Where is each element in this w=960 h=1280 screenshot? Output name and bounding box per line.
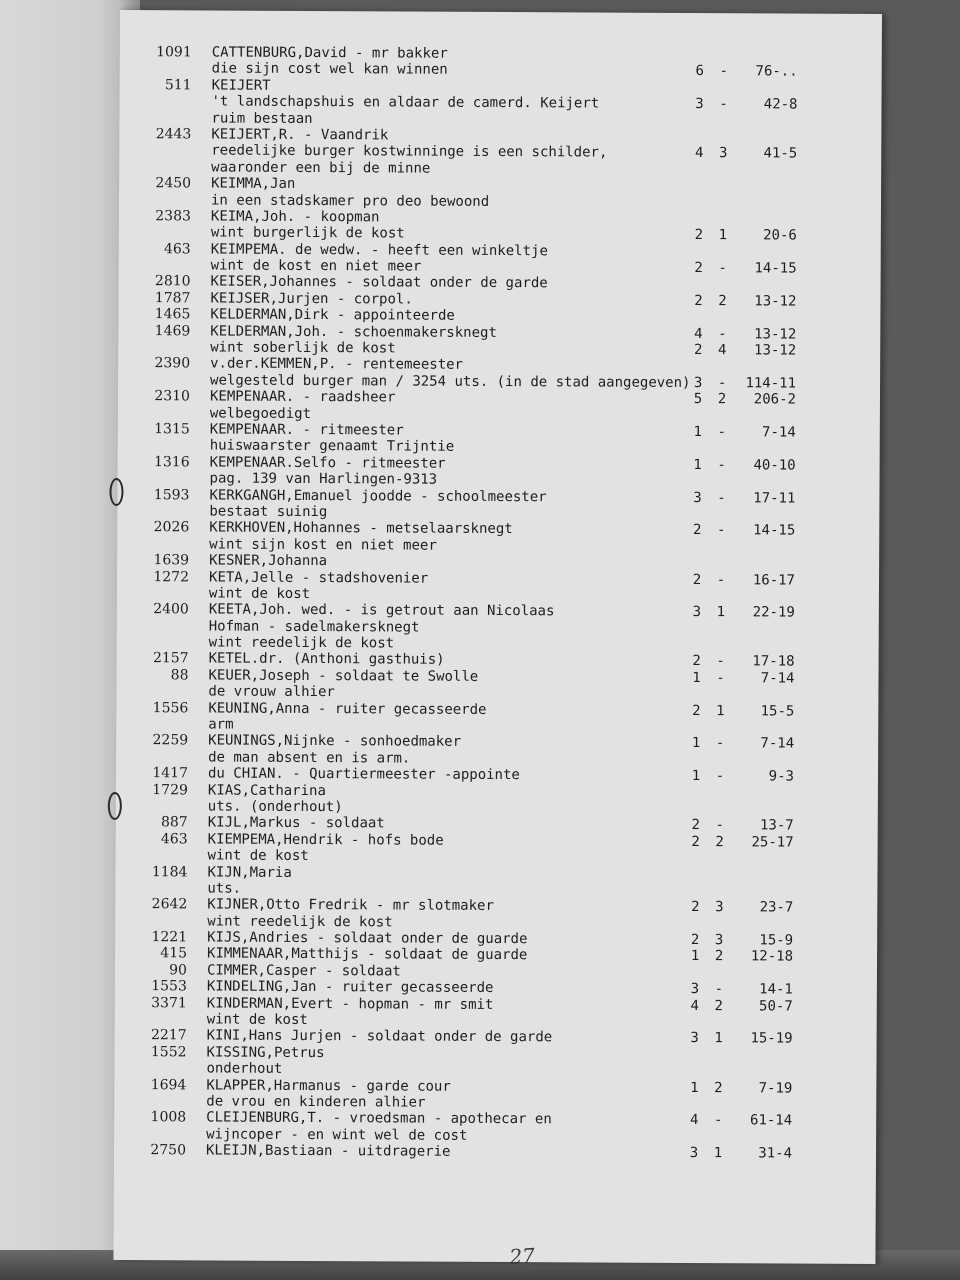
entry-col-1: 1 [693, 456, 702, 473]
entry-col-2: 2 [715, 833, 724, 850]
entry-col-1: 2 [694, 227, 704, 244]
entry-col-1: 1 [693, 423, 703, 441]
entry-amount: 13-7 [759, 817, 794, 834]
entry-number: 1417 [152, 765, 189, 782]
entry-text: KINDERMAN,Evert - hopman - mr smit [206, 995, 494, 1013]
entry-col-1: 2 [692, 571, 702, 588]
entry-text: wijncoper - en wint wel de cost [206, 1126, 468, 1144]
entry-number: 2400 [153, 601, 189, 618]
entry-col-1: 2 [694, 292, 703, 309]
entry-number: 2390 [154, 355, 191, 372]
entry-col-2: 2 [714, 1079, 723, 1096]
entry-text: 't landschapshuis en aldaar de camerd. Keijert [211, 93, 600, 112]
entry-amount: 7-14 [762, 424, 796, 441]
entry-text: reedelijke burger kostwinninge is een schilder, [211, 142, 608, 161]
entry-col-2: 3 [714, 932, 724, 949]
entry-text: de man absent en is arm. [208, 749, 411, 767]
entry-text: wint de kost [206, 1011, 308, 1029]
entry-amount: 206-2 [753, 391, 797, 408]
entry-number: 2259 [152, 732, 189, 749]
entry-col-2: - [715, 768, 725, 785]
entry-col-2: 4 [717, 342, 727, 359]
entry-amount: 14-15 [754, 260, 797, 277]
entry-col-2: - [717, 489, 726, 506]
entry-text: KINI,Hans Jurjen - soldaat onder de garde [206, 1027, 553, 1046]
entry-col-2: - [719, 63, 728, 80]
entry-number: 2157 [152, 650, 189, 667]
entry-col-1: 1 [691, 735, 701, 752]
entry-number: 2642 [151, 896, 188, 913]
entry-amount: 14-15 [753, 522, 796, 539]
entry-col-1: 2 [692, 702, 701, 719]
entry-text: KINDELING,Jan - ruiter gecasseerde [206, 978, 494, 997]
entry-text: pag. 139 van Harlingen-9313 [209, 470, 438, 488]
entry-text: KIJL,Markus - soldaat [207, 814, 385, 832]
entry-text: KEMPENAAR.Selfo - ritmeester [209, 454, 446, 472]
entry-amount: 17-11 [753, 489, 796, 507]
entry-text: wint reedelijk de kost [208, 634, 395, 652]
entry-number: 2750 [150, 1142, 187, 1159]
entry-text: wint de kost [208, 585, 311, 602]
entry-text: CATTENBURG,David - mr bakker [211, 44, 448, 62]
entry-col-2: - [717, 522, 726, 539]
entry-text: KLAPPER,Harmanus - garde cour [206, 1077, 451, 1095]
entry-number: 2217 [150, 1027, 187, 1044]
entry-col-1: 3 [692, 604, 702, 621]
entry-col-1: 3 [695, 96, 704, 113]
entry-text: CIMMER,Casper - soldaat [206, 962, 401, 980]
entry-amount: 40-10 [753, 457, 796, 474]
entry-number: 463 [160, 830, 188, 848]
entry-text: de vrouw alhier [208, 683, 335, 701]
entry-amount: 7-14 [760, 735, 795, 752]
entry-col-2: - [713, 1112, 723, 1129]
entry-amount: 17-18 [752, 653, 795, 670]
entry-text: bestaat suinig [209, 503, 328, 521]
entry-number: 1552 [150, 1044, 187, 1061]
entry-amount: 20-6 [763, 227, 797, 244]
entry-text: KEMPENAAR. - raadsheer [209, 388, 396, 406]
entry-text: KEUER,Joseph - soldaat te Swolle [208, 667, 479, 685]
entry-col-2: 1 [713, 1145, 723, 1162]
entry-amount: 25-17 [751, 834, 794, 851]
entry-number: 2026 [153, 519, 190, 536]
entry-text: KISSING,Petrus [206, 1044, 325, 1061]
entry-number: 3371 [151, 994, 187, 1012]
entry-col-1: 2 [694, 260, 703, 277]
entry-number: 415 [160, 945, 188, 962]
entry-text: KEUNING,Anna - ruiter gecasseerde [208, 700, 487, 718]
entry-text: welgesteld burger man / 3254 uts. (in de stad aangegeven) [210, 372, 691, 391]
entry-amount: 9-3 [768, 768, 795, 785]
entry-number: 1221 [151, 929, 188, 946]
entry-col-1: 4 [690, 997, 700, 1014]
entry-text: KEMPENAAR. - ritmeester [209, 421, 404, 439]
entry-text: KEISER,Johannes - soldaat onder de garde [210, 273, 548, 292]
entry-text: ruim bestaan [211, 110, 313, 127]
entry-col-2: 2 [717, 391, 727, 408]
entry-number: 1316 [153, 453, 190, 471]
register-row [114, 1142, 876, 1162]
entry-text: KEIMPEMA. de wedw. - heeft een winkeltje [210, 241, 548, 259]
entry-number: 887 [160, 814, 188, 831]
entry-text: CLEIJENBURG,T. - vroedsman - apothecar en [206, 1109, 552, 1128]
entry-text: Hofman - sadelmakersknegt [208, 618, 420, 636]
register-entries [114, 44, 882, 1163]
entry-number: 2383 [155, 208, 191, 225]
entry-amount: 76-.. [755, 63, 798, 80]
entry-col-1: 2 [692, 653, 701, 670]
entry-text: KETA,Jelle - stadshovenier [208, 568, 429, 587]
entry-col-1: 5 [693, 391, 703, 408]
entry-text: huiswaarster genaamt Trijntie [209, 437, 455, 456]
entry-col-2: 2 [714, 948, 724, 965]
entry-text: KLEIJN,Bastiaan - uitdragerie [205, 1142, 451, 1160]
entry-col-1: 2 [693, 342, 703, 359]
entry-text: welbegoedigt [209, 405, 312, 422]
entry-amount: 22-19 [752, 604, 795, 621]
entry-number: 1008 [150, 1109, 187, 1126]
entry-text: uts. [207, 880, 242, 897]
entry-text: KIAS,Catharina [207, 782, 326, 799]
entry-text: KELDERMAN,Dirk - appointeerde [210, 306, 455, 325]
entry-col-1: 2 [691, 833, 700, 850]
entry-col-2: 1 [716, 604, 726, 621]
entry-col-2: - [717, 424, 727, 441]
entry-col-1: 3 [693, 489, 702, 506]
entry-text: wint de kost en niet meer [210, 257, 422, 275]
entry-number: 1556 [152, 699, 189, 716]
entry-number: 1091 [156, 44, 192, 61]
entry-col-1: 2 [693, 522, 702, 539]
entry-number: 88 [170, 667, 189, 684]
entry-text: KERKHOVEN,Hohannes - metselaarsknegt [209, 519, 513, 538]
entry-number: 1593 [153, 486, 190, 503]
entry-number: 2810 [154, 273, 191, 290]
entry-text: waaronder een bij de minne [211, 159, 431, 177]
entry-col-1: 4 [694, 325, 703, 342]
entry-col-2: 2 [714, 997, 724, 1014]
entry-text: KEIMA,Joh. - koopman [210, 208, 380, 226]
entry-number: 1469 [154, 322, 191, 340]
entry-number: 2443 [155, 126, 192, 143]
entry-text: KIMMENAAR,Matthijs - soldaat de guarde [207, 945, 528, 964]
entry-amount: 7-19 [758, 1079, 793, 1097]
entry-text: KETEL.dr. (Anthoni gasthuis) [208, 650, 445, 669]
entry-col-2: 3 [715, 899, 724, 916]
entry-col-2: - [716, 669, 725, 687]
entry-amount: 15-19 [750, 1030, 793, 1047]
entry-col-1: 1 [690, 948, 700, 965]
entry-text: die sijn cost wel kan winnen [211, 60, 448, 79]
entry-col-2: - [717, 456, 726, 473]
document-page [113, 10, 882, 1269]
entry-number: 1465 [154, 306, 191, 323]
entry-col-1: 1 [691, 768, 701, 785]
entry-col-1: 3 [690, 981, 700, 998]
entry-amount: 16-17 [752, 571, 796, 589]
entry-col-2: - [719, 96, 728, 113]
entry-amount: 13-12 [754, 342, 797, 359]
entry-amount: 42-8 [763, 96, 798, 113]
entry-text: onderhout [206, 1060, 283, 1078]
entry-text: KEIMMA,Jan [211, 175, 296, 193]
entry-amount: 15-5 [760, 702, 795, 720]
entry-amount: 41-5 [763, 145, 798, 162]
entry-number: 463 [163, 240, 191, 258]
entry-number: 1272 [153, 568, 190, 585]
entry-amount: 114-11 [745, 375, 797, 392]
entry-text: wint de kost [207, 847, 309, 865]
entry-number: 1639 [153, 552, 190, 569]
entry-number: 1553 [151, 978, 187, 995]
entry-amount: 61-14 [749, 1112, 793, 1129]
entry-text: KEUNINGS,Nijnke - sonhoedmaker [208, 732, 462, 751]
entry-col-2: 1 [716, 702, 725, 719]
entry-amount: 12-18 [750, 948, 794, 966]
entry-text: wint soberlijk de kost [210, 339, 396, 357]
entry-text: uts. (onderhout) [207, 798, 343, 816]
entry-col-1: 2 [691, 899, 700, 916]
entry-text: KEETA,Joh. wed. - is getrout aan Nicolaas [208, 601, 555, 620]
entry-amount: 31-4 [758, 1145, 793, 1162]
entry-text: KIJNER,Otto Fredrik - mr slotmaker [207, 896, 494, 915]
entry-text: du CHIAN. - Quartiermeester -appointe [207, 765, 520, 784]
entry-number: 1729 [152, 781, 188, 798]
entry-col-1: 2 [690, 932, 700, 949]
entry-number: 1694 [150, 1076, 187, 1093]
entry-number: 1787 [154, 290, 191, 307]
entry-col-2: 1 [718, 227, 728, 244]
entry-number: 2450 [155, 175, 192, 192]
entry-text: KELDERMAN,Joh. - schoenmakersknegt [210, 323, 497, 341]
entry-col-1: 1 [692, 669, 701, 686]
entry-text: wint burgerlijk de kost [210, 224, 405, 242]
entry-col-1: 2 [691, 817, 700, 834]
entry-col-2: 1 [714, 1030, 723, 1047]
entry-text: in een stadskamer pro deo bewoond [210, 191, 490, 210]
entry-col-1: 3 [693, 374, 703, 391]
entry-col-2: - [718, 260, 727, 277]
entry-text: KERKGANGH,Emanuel joodde - schoolmeester [209, 487, 547, 505]
entry-col-2: - [715, 735, 725, 752]
entry-amount: 13-12 [754, 325, 797, 343]
entry-text: KEIJERT,R. - Vaandrik [211, 126, 389, 144]
entry-text: KESNER,Johanna [209, 552, 328, 570]
entry-number: 1184 [151, 863, 188, 880]
entry-number: 2310 [154, 388, 191, 405]
entry-col-2: 2 [718, 292, 727, 310]
entry-text: KIEMPEMA,Hendrik - hofs bode [207, 831, 444, 849]
entry-amount: 50-7 [759, 998, 793, 1015]
entry-col-2: - [714, 981, 724, 998]
entry-amount: 23-7 [759, 899, 794, 916]
entry-amount: 14-1 [759, 981, 793, 998]
entry-text: wint sijn kost en niet meer [209, 536, 437, 554]
entry-amount: 7-14 [760, 670, 795, 687]
entry-col-2: - [716, 653, 725, 670]
entry-text: v.der.KEMMEN,P. - rentemeester [210, 355, 464, 374]
entry-text: wint reedelijk de kost [207, 913, 393, 931]
entry-number: 1315 [154, 421, 190, 438]
entry-col-2: - [716, 571, 726, 588]
entry-col-2: - [717, 374, 727, 391]
entry-text: KIJN,Maria [207, 864, 292, 881]
entry-number: 511 [164, 77, 192, 94]
entry-text: arm [208, 716, 234, 733]
entry-text: de vrou en kinderen alhier [206, 1093, 426, 1111]
entry-text: KIJS,Andries - soldaat onder de guarde [207, 929, 528, 948]
entry-col-1: 4 [689, 1112, 699, 1129]
entry-col-1: 3 [690, 1030, 699, 1047]
entry-amount: 15-9 [759, 932, 794, 949]
page-number: 27 [508, 1243, 536, 1269]
entry-number: 90 [169, 962, 188, 979]
entry-col-1: 3 [689, 1145, 699, 1162]
entry-text: KEIJSER,Jurjen - corpol. [210, 290, 413, 308]
entry-col-1: 1 [690, 1079, 699, 1096]
entry-col-1: 6 [695, 63, 704, 80]
entry-col-1: 4 [694, 145, 704, 162]
entry-col-2: - [718, 325, 727, 342]
entry-col-2: 3 [718, 145, 728, 162]
entry-text: KEIJERT [211, 77, 271, 94]
entry-amount: 13-12 [754, 293, 797, 310]
entry-col-2: - [715, 817, 724, 834]
